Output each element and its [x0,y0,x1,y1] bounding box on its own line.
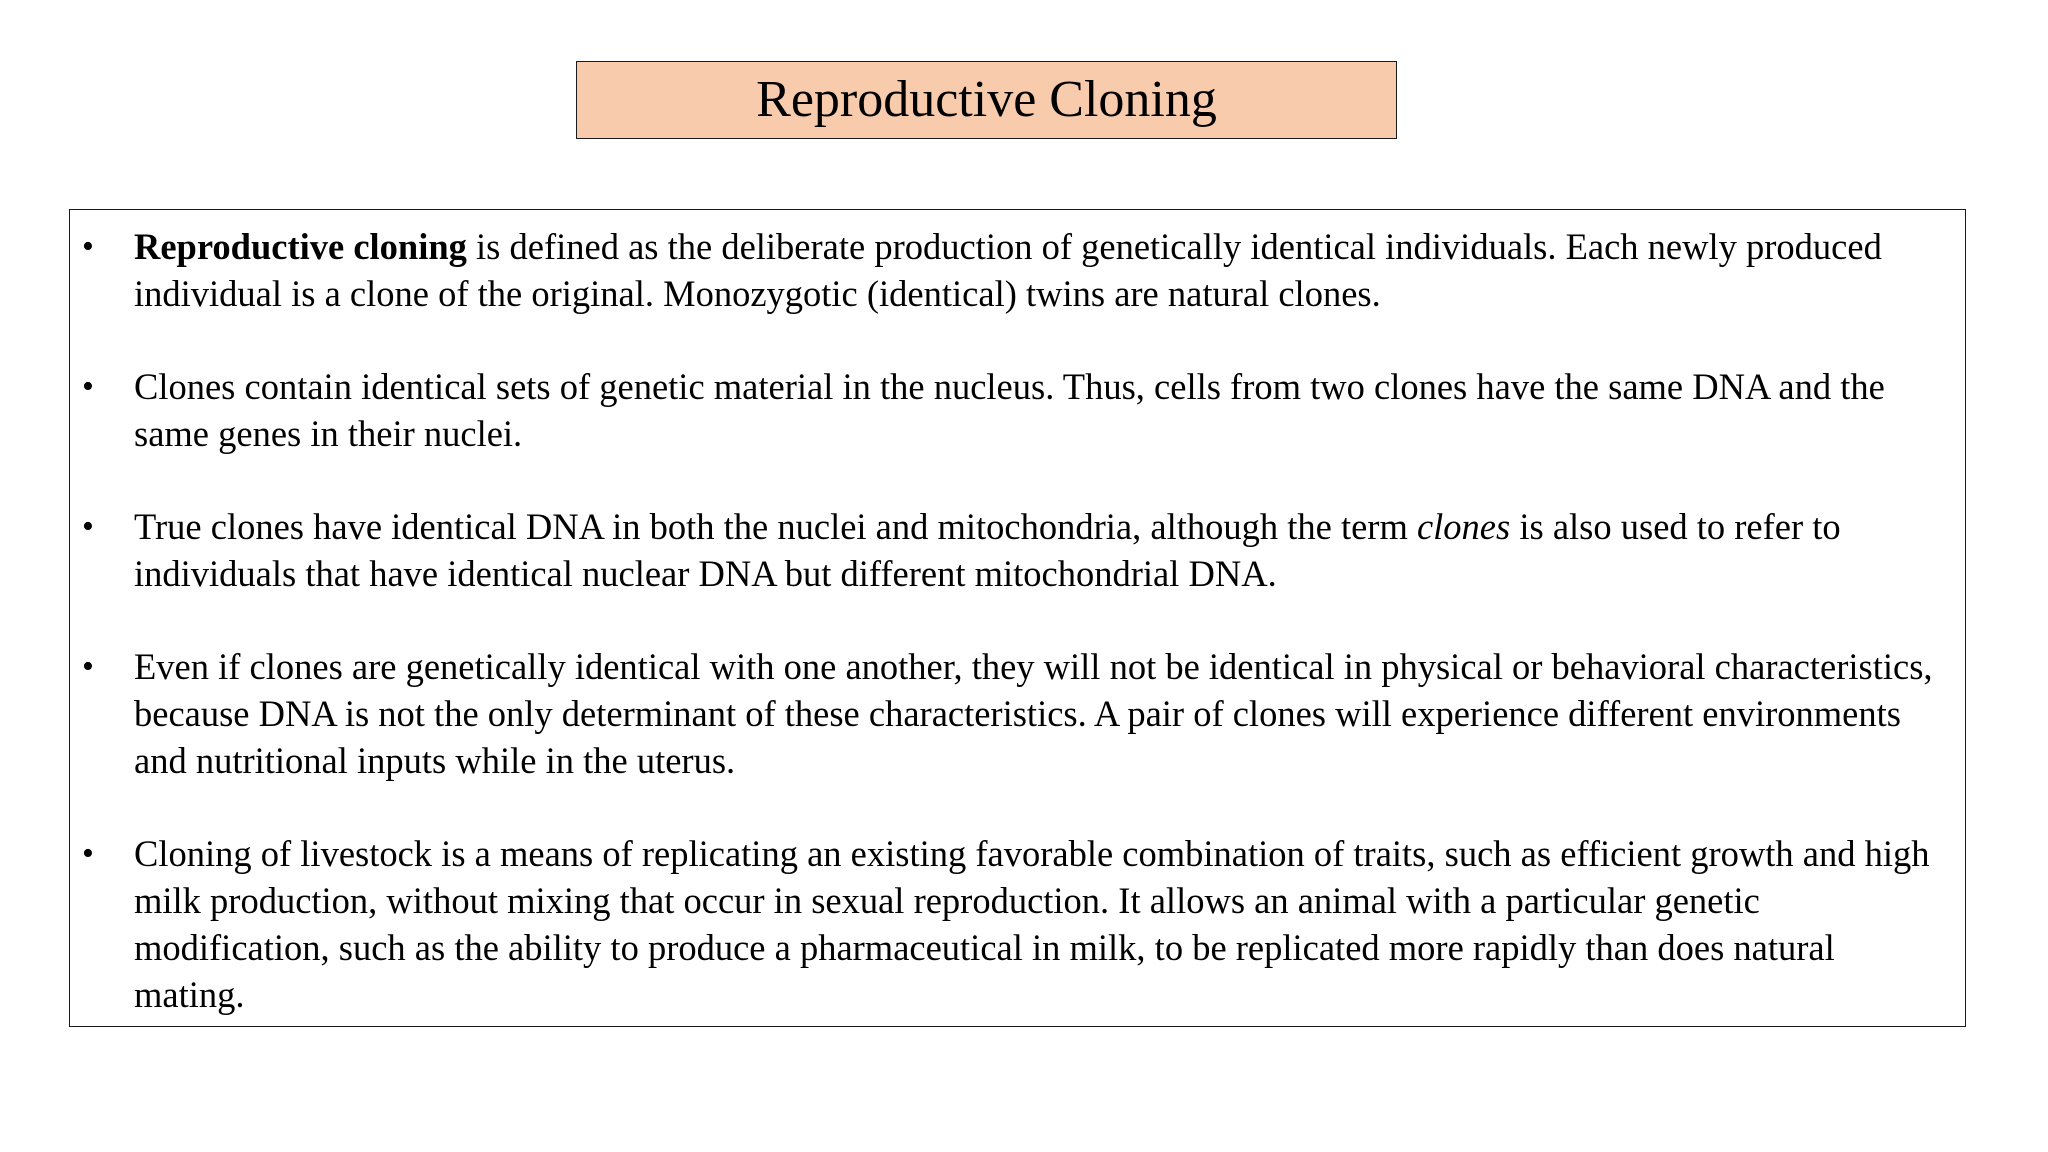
content-box [69,209,1966,1027]
bullet-text [134,503,1934,597]
bullet-marker: • [82,508,94,545]
bullet-marker: • [82,835,94,872]
bullet-body-before: True clones have identical DNA in both the nuclei and mitochondria, although the term [134,506,1417,547]
bullet-bold-lead: Reproductive cloning [134,226,467,267]
bullet-body-after: is also used to refer to individuals that have identical nuclear DNA but different mitochondrial DNA. [134,506,1841,594]
bullet-italic-term: clones [1416,506,1511,547]
bullet-text [134,223,1934,317]
slide-title-box [576,61,1397,139]
bullet-marker: • [82,648,94,685]
bullet-marker: • [82,228,94,265]
slide-title: Reproductive Cloning [756,71,1217,128]
bullet-text: Clones contain identical sets of genetic material in the nucleus. Thus, cells from two clones have the same DNA and the same genes in their nuclei. [134,366,1885,454]
bullet-text: Even if clones are genetically identical with one another, they will not be identical in physical or behavioral characteristics, because DNA is not the only determinant of these characteristics. A pair of clones will experience different environments and nutritional inputs while in the uterus. [134,646,1933,781]
bullet-marker: • [82,368,94,405]
bullet-body: is defined as the deliberate production of genetically identical individuals. Each newly produced individual is a clone of the original. Monozygotic (identical) twins are natural clones. [134,226,1882,314]
bullet-text: Cloning of livestock is a means of replicating an existing favorable combination of traits, such as efficient growth and high milk production, without mixing that occur in sexual reproduction. It allows an animal with a particular genetic modification, such as the ability to produce a pharmaceutical in milk, to be replicated more rapidly than does natural mating. [134,833,1930,1015]
